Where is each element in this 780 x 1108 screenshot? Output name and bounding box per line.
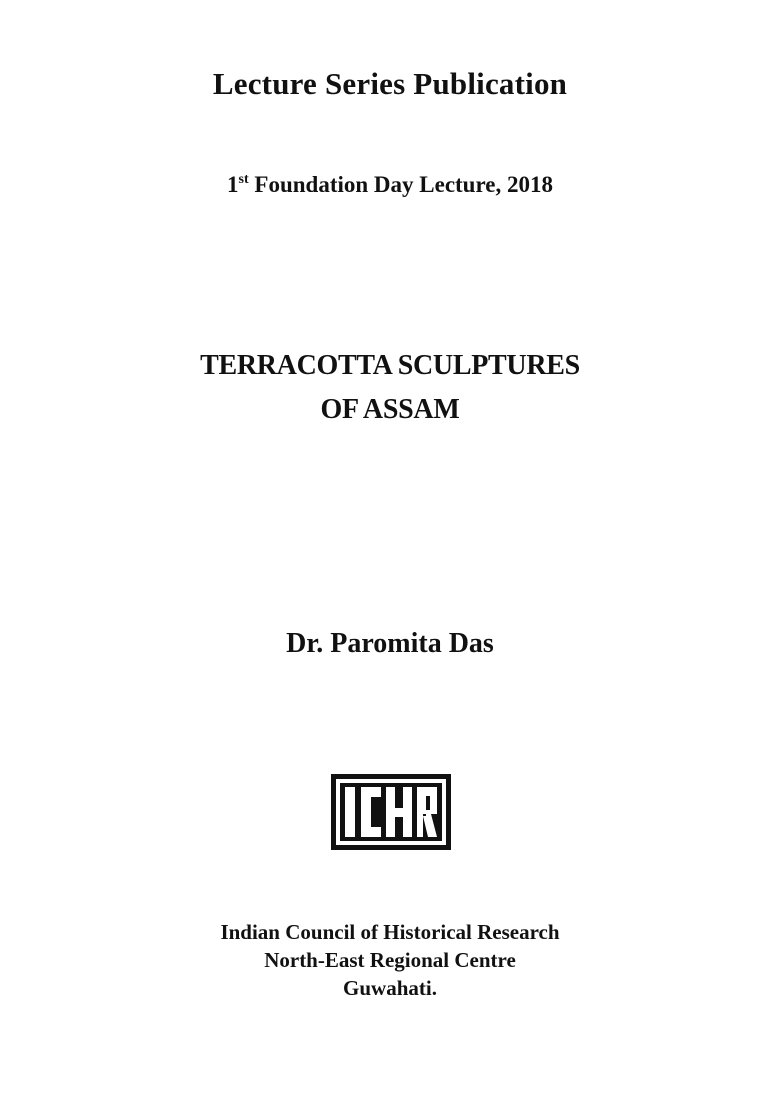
lecture-name: Foundation Day Lecture, 2018 <box>248 172 553 197</box>
lecture-subtitle <box>0 172 780 198</box>
publisher-line-2: North-East Regional Centre <box>264 948 516 972</box>
ichr-logo-icon <box>331 774 451 850</box>
publisher-line-1: Indian Council of Historical Research <box>220 920 560 944</box>
publisher-line-3: Guwahati. <box>343 976 437 1000</box>
logo-letter-r <box>417 787 437 837</box>
logo-letter-i <box>345 787 355 837</box>
series-title: Lecture Series Publication <box>212 66 568 101</box>
lecture-ordinal: 1 <box>227 172 239 197</box>
book-title-line-1: TERRACOTTA SCULPTURES <box>200 350 580 381</box>
logo-letter-r-counter <box>426 796 430 810</box>
author-name: Dr. Paromita Das <box>286 628 494 659</box>
book-title-line-2: OF ASSAM <box>320 394 460 425</box>
lecture-ordinal-suffix: st <box>238 172 249 187</box>
